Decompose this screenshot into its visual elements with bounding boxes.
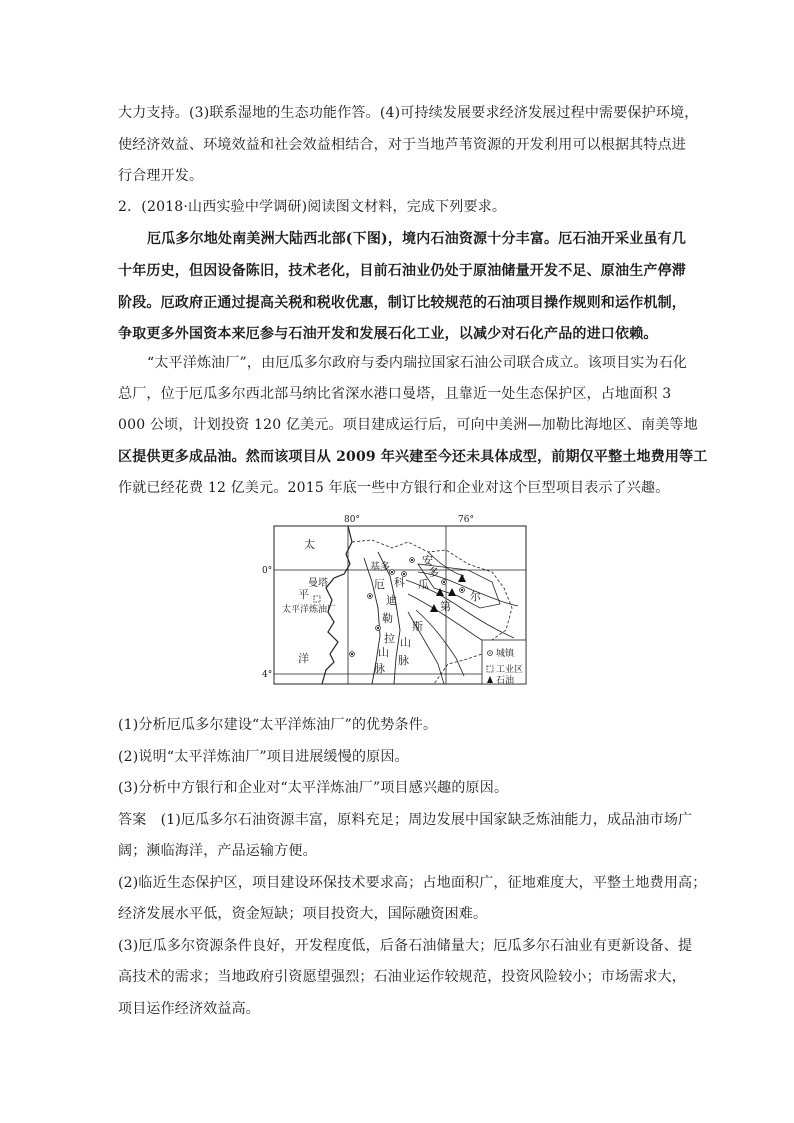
ecuador-map bbox=[262, 512, 532, 700]
text-line: 000 公顷，计划投资 120 亿美元。项目建成运行后，可向中美洲—加勒比海地区、南美等地 bbox=[118, 417, 698, 433]
label-duo: 多 bbox=[428, 566, 439, 579]
label-mai1: 脉 bbox=[374, 662, 385, 675]
label-tai: 太 bbox=[304, 538, 315, 551]
answer-line: 项目运作经济效益高。 bbox=[118, 1001, 260, 1017]
text-line: 行合理开发。 bbox=[118, 168, 204, 184]
label-shan1: 山 bbox=[378, 646, 389, 659]
text-line: 作就已经花费 12 亿美元。2015 年底一些中方银行和企业对这个巨型项目表示了兴趣。 bbox=[118, 480, 670, 496]
industrial-area-symbol bbox=[314, 596, 320, 602]
label-di: 迪 bbox=[386, 594, 397, 607]
label-manta: 曼塔 bbox=[308, 578, 328, 589]
text-line: 总厂，位于厄瓜多尔西北部马纳比省深水港口曼塔，且靠近一处生态保护区，占地面积 3 bbox=[118, 386, 672, 402]
question-3: (3)分析中方银行和企业对“太平洋炼油厂”项目感兴趣的原因。 bbox=[118, 780, 509, 796]
answer-line: 高技术的需求；当地政府引资愿望强烈；石油业运作较规范，投资风险较小；市场需求大， bbox=[118, 969, 686, 985]
label-ke: 科 bbox=[394, 576, 405, 589]
label-refinery: 太平洋炼油厂 bbox=[282, 605, 337, 615]
label-yang: 洋 bbox=[298, 652, 309, 665]
legend-city-label: 城镇 bbox=[496, 649, 515, 659]
label-an: 安 bbox=[422, 554, 433, 567]
label-le: 勒 bbox=[382, 612, 393, 625]
label-er: 尔 bbox=[470, 590, 481, 603]
lat-label-4: 4° bbox=[262, 670, 273, 680]
label-si: 斯 bbox=[412, 620, 423, 633]
label-mai2: 脉 bbox=[398, 654, 409, 667]
question-1: (1)分析厄瓜多尔建设“太平洋炼油厂”的优势条件。 bbox=[118, 717, 438, 733]
legend-oil-label: 石油 bbox=[496, 676, 515, 686]
text-line: 使经济效益、环境效益和社会效益相结合，对于当地芦苇资源的开发利用可以根据其特点进 bbox=[118, 137, 686, 153]
answer-line: 阔；濒临海洋，产品运输方便。 bbox=[118, 843, 317, 859]
question-heading: 2．(2018·山西实验中学调研)阅读图文材料，完成下列要求。 bbox=[118, 199, 507, 215]
text-line: 大力支持。(3)联系湿地的生态功能作答。(4)可持续发展要求经济发展过程中需要保护环境， bbox=[118, 105, 699, 121]
text-line: 争取更多外国资本来厄参与石油开发和发展石化工业，以减少对石化产品的进口依赖。 bbox=[118, 326, 658, 342]
question-2: (2)说明“太平洋炼油厂”项目进展缓慢的原因。 bbox=[118, 749, 409, 765]
label-quito: 基多 bbox=[370, 562, 390, 573]
label-shan2: 山 bbox=[400, 636, 411, 649]
answer-line: 答案 (1)厄瓜多尔石油资源丰富，原料充足；周边发展中国家缺乏炼油能力，成品油市场广 bbox=[118, 812, 693, 828]
label-la: 拉 bbox=[384, 632, 395, 645]
lon-label-76: 76° bbox=[458, 515, 474, 525]
label-di2: 第 bbox=[440, 600, 451, 613]
label-gua: 瓜 bbox=[418, 578, 429, 591]
answer-line: (2)临近生态保护区，项目建设环保技术要求高；占地面积广，征地难度大，平整土地费用高； bbox=[118, 875, 707, 891]
text-line: 十年历史，但因设备陈旧，技术老化，目前石油业仍处于原油储量开发不足、原油生产停滞 bbox=[118, 263, 686, 279]
answer-line: 经济发展水平低，资金短缺；项目投资大，国际融资困难。 bbox=[118, 906, 488, 922]
text-line: 阶段。厄政府正通过提高关税和税收优惠，制订比较规范的石油项目操作规则和运作机制， bbox=[118, 295, 686, 311]
text-line: “太平洋炼油厂”，由厄瓜多尔政府与委内瑞拉国家石油公司联合成立。该项目实为石化 bbox=[147, 355, 688, 371]
label-e: 厄 bbox=[374, 578, 385, 591]
answer-line: (3)厄瓜多尔资源条件良好，开发程度低，后备石油储量大；厄瓜多尔石油业有更新设备、提 bbox=[118, 938, 693, 954]
lon-label-80: 80° bbox=[344, 515, 360, 525]
text-line: 区提供更多成品油。然而该项目从 2009 年兴建至今还未具体成型，前期仅平整土地费用等工 bbox=[118, 449, 708, 465]
legend-industrial-label: 工业区 bbox=[496, 665, 524, 675]
text-line: 厄瓜多尔地处南美洲大陆西北部(下图)，境内石油资源十分丰富。厄石油开采业虽有几 bbox=[147, 231, 687, 247]
label-ping: 平 bbox=[298, 588, 309, 601]
lat-label-0: 0° bbox=[262, 566, 273, 576]
